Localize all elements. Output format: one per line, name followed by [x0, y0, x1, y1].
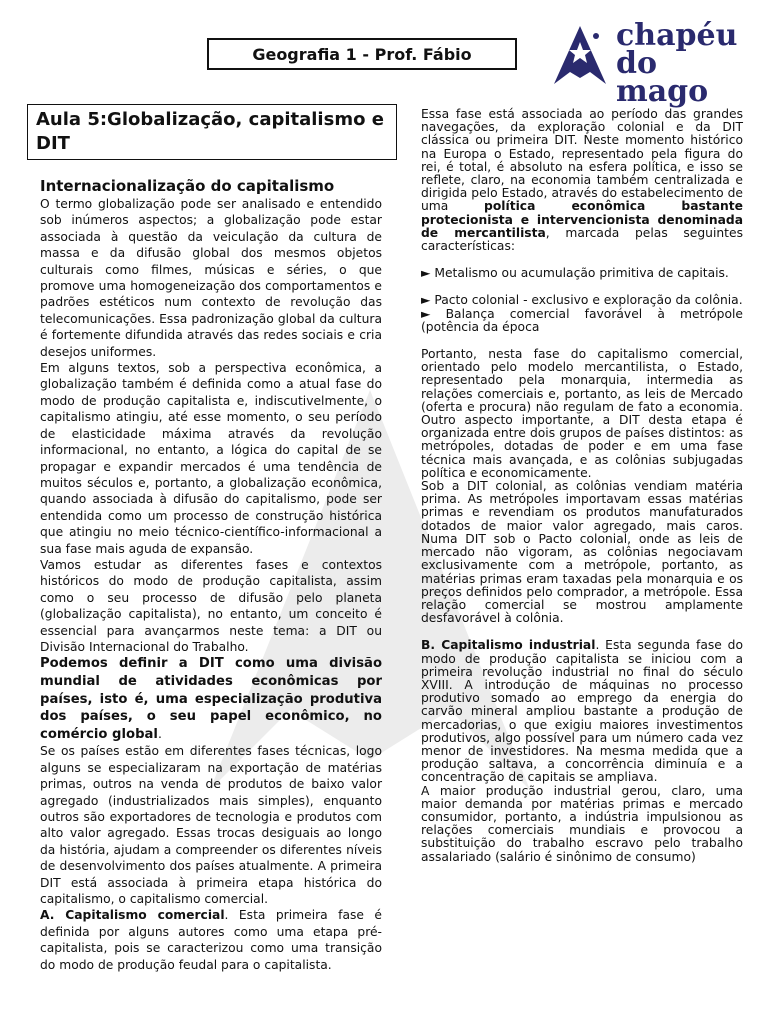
course-title: Geografia 1 - Prof. Fábio [252, 44, 472, 64]
course-header [207, 38, 517, 70]
commercial-capitalism-heading: A. Capitalismo comercial [40, 908, 225, 923]
mercantilism-end: , marcada pelas seguintes características: [421, 225, 743, 254]
right-column [421, 108, 743, 864]
mercantilism-bold: política econômica bastante protecionista e intervencionista denominada de mercantilista [421, 199, 743, 240]
dit-definition-bold: Podemos definir a DIT como uma divisão mundial de atividades econômicas por países, isto é, uma especialização produtiva dos países, o seu papel econômico, no comércio global [40, 656, 382, 742]
industrial-capitalism-text: . Esta segunda fase do modo de produção capitalista se iniciou com a primeira revolução industrial no final do século XVIII. A introdução de máquinas no processo produtivo somado ao emprego da energia do carvão mineral ampliou bastante a produção de mercadorias, o que exigiu maiores investimentos produtivos, algo possível para um número cada vez menor de investidores. Na mesma medida que a produção saltava, a concorrência diminuía e a concentração de capitais se ampliava. [421, 638, 743, 785]
logo [550, 18, 750, 109]
logo-line-2: do mago [616, 46, 709, 109]
industrial-capitalism-paragraph [421, 639, 743, 784]
mercantilism-paragraph [421, 108, 743, 253]
logo-text [616, 18, 750, 109]
industrial-capitalism-heading: B. Capitalismo industrial [421, 638, 596, 653]
paragraph: Em alguns textos, sob a perspectiva econômica, a globalização também é definida como a atual fase do modo de produção capitalista e, indiscutivelmente, o capitalismo atingiu, até esse momento, o seu período de elasticidade máxima através da revolução informacional, no entanto, a lógica do capital de se propagar e expandir mercados é uma tendência de muitos séculos e, portanto, a globalização econômica, quando associada à difusão do capitalismo, pode ser entendida como um processo de construção histórica que atingiu no meio técnico-científico-informacional a sua fase mais aguda de expansão. [40, 361, 382, 556]
bullet-item: ► Pacto colonial - exclusivo e exploração da colônia. [421, 293, 743, 308]
paragraph: Se os países estão em diferentes fases técnicas, logo alguns se especializaram na exportação de matérias primas, outros na venda de produtos de baixo valor agregado (industrializados mais simples), enquanto outros são exportadores de tecnologia e produtos com alto valor agregado. Essas trocas desiguais ao longo da história, ajudam a compreender os diferentes níveis de desenvolvimento dos países atualmente. A primeira DIT está associada à primeira etapa histórica do capitalismo, o capitalismo comercial. [40, 744, 382, 906]
mercantilism-text: Essa fase está associada ao período das grandes navegações, da exploração colonial e da DIT clássica ou primeira DIT. Neste momento histórico na Europa o Estado, representado pela figura do rei, é total, é absoluto na esfera política, e isso se reflete, claro, na economia também centralizada e dirigida pelo Estado, através do estabelecimento de uma [421, 107, 743, 214]
section-title: Internacionalização do capitalismo [40, 177, 335, 195]
bullet-item: ► Metalismo ou acumulação primitiva de capitais. [421, 266, 729, 281]
dit-definition [40, 655, 382, 743]
commercial-capitalism-text: . Esta primeira fase é definida por alguns autores como uma etapa pré-capitalista, pois se caracterizou como uma transição do modo de produção feudal para o capitalista. [40, 908, 382, 972]
paragraph: Sob a DIT colonial, as colônias vendiam matéria prima. As metrópoles importavam essas matérias primas e revendiam os produtos manufaturados dotados de maior valor agregado, mais caros. Numa DIT sob o Pacto colonial, onde as leis de mercado não vigoram, as colônias negociavam exclusivamente com a metrópole, portanto, as matérias primas eram taxadas pela monarquia e os preços definidos pelo comprador, a metrópole. Essa relação comercial se mostrou amplamente desfavorável à colônia. [421, 479, 743, 626]
left-column [40, 176, 382, 973]
lesson-title-text: Aula 5:Globalização, capitalismo e DIT [36, 109, 384, 154]
wizard-hat-icon [550, 24, 610, 86]
commercial-capitalism-paragraph [40, 907, 382, 973]
dit-definition-end: . [157, 726, 162, 741]
logo-line-1: chapéu [616, 18, 738, 53]
paragraph: Portanto, nesta fase do capitalismo comercial, orientado pelo modelo mercantilista, o Estado, representado pela monarquia, intermedia as relações comerciais e, portanto, as leis de Mercado (oferta e procura) não regulam de fato a economia. Outro aspecto importante, a DIT desta etapa é organizada entre dois grupos de países distintos: as metrópoles, dotadas de poder e em uma fase técnica mais avançada, e as colônias subjugadas política e economicamente. [421, 347, 743, 480]
bullet-item: ► Balança comercial favorável à metrópole (potência da época [421, 306, 743, 334]
paragraph: A maior produção industrial gerou, claro, uma maior demanda por matérias primas e mercado consumidor, portanto, a indústria impulsionou as relações comerciais mundiais e provocou a substituição do trabalho escravo pelo trabalho assalariado (salário é sinônimo de consumo) [421, 783, 743, 864]
paragraph: O termo globalização pode ser analisado e entendido sob inúmeros aspectos; a globalização pode estar associada à questão da veiculação da cultura de massa e da difusão global dos mesmos objetos culturais como filmes, músicas e séries, o que promove uma homogeneização dos comportamentos e padrões estéticos num contexto de revolução das telecomunicações. Essa padronização global da cultura é fortemente difundida através das redes sociais e cria desejos uniformes. [40, 197, 382, 359]
lesson-title [27, 104, 397, 160]
paragraph: Vamos estudar as diferentes fases e contextos históricos do modo de produção capitalista, assim como o seu processo de difusão pelo planeta (globalização capitalista), no entanto, um conceito é essencial para avançarmos neste tema: a DIT ou Divisão Internacional do Trabalho. [40, 557, 382, 654]
